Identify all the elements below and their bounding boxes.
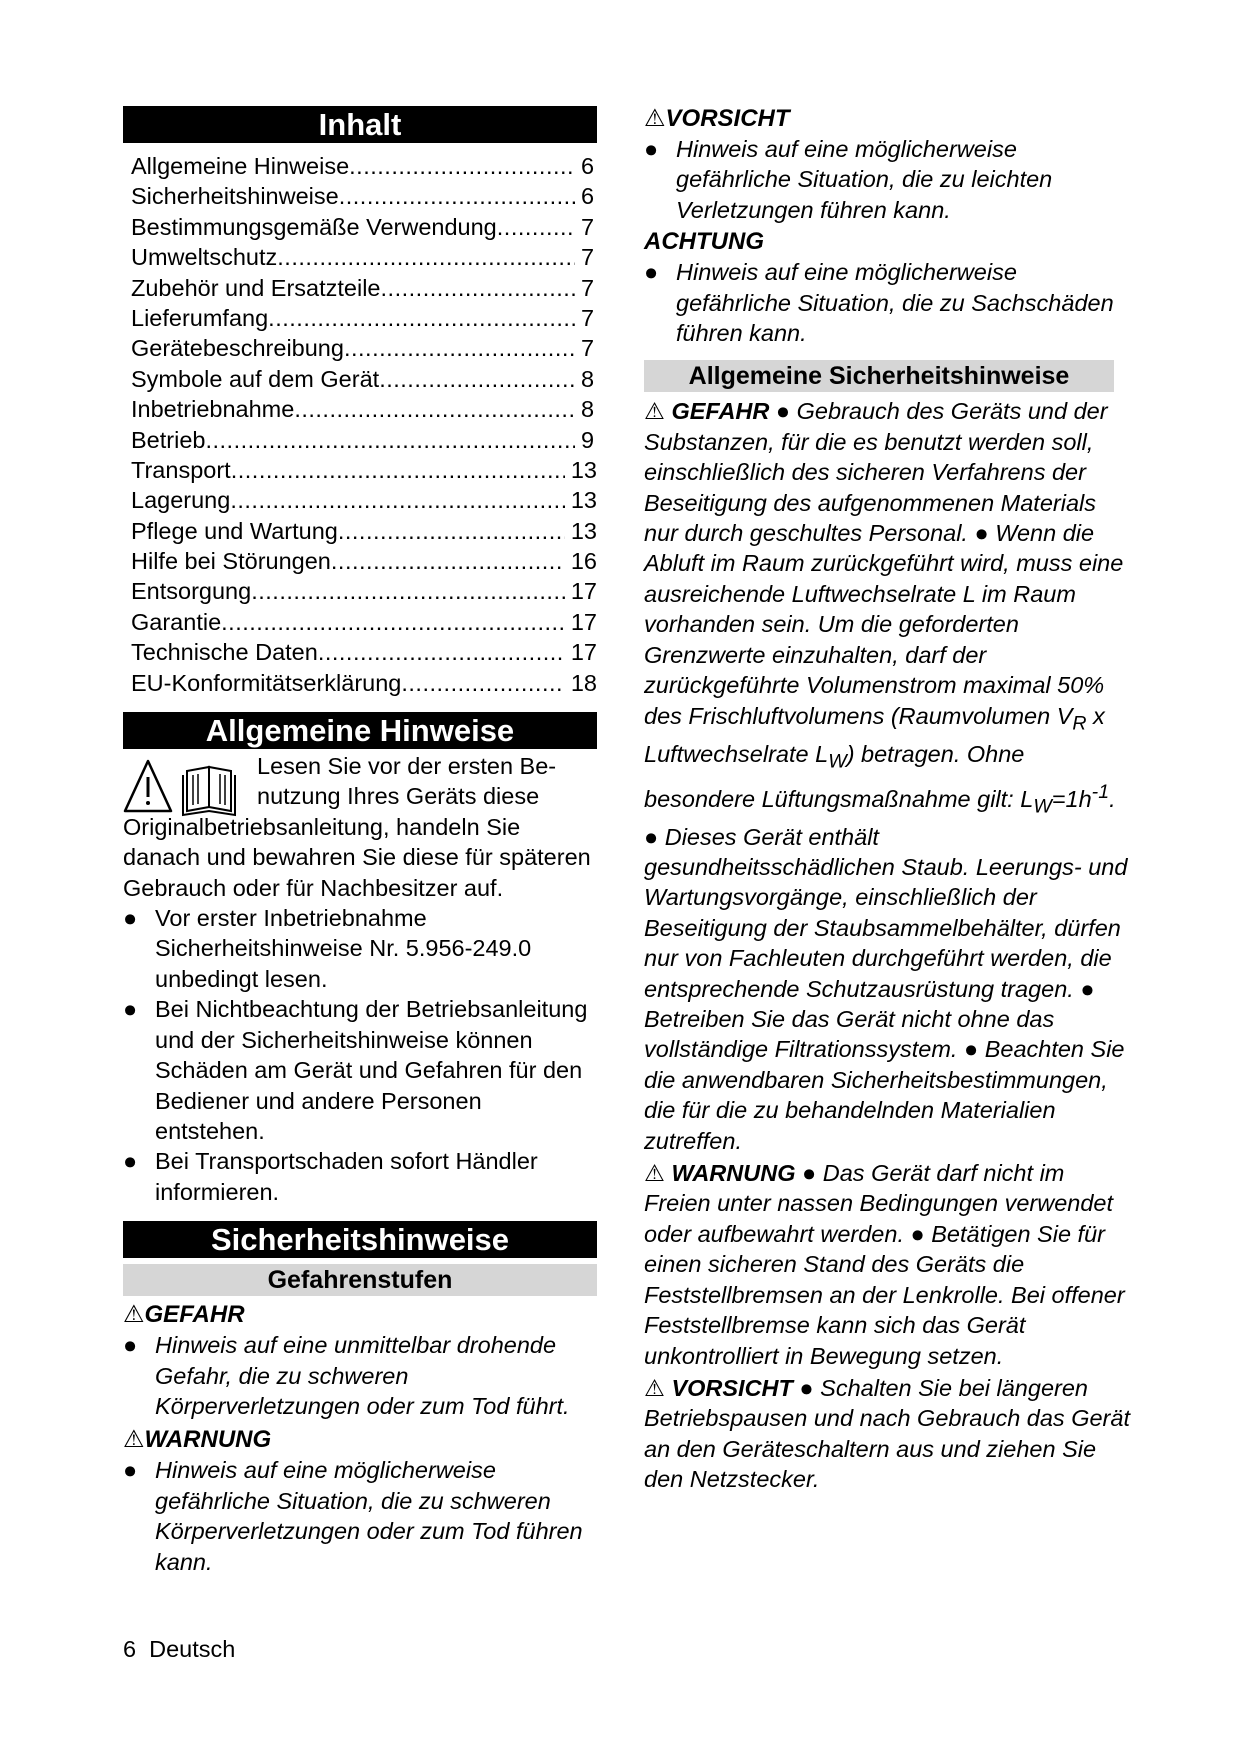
footer-language: Deutsch <box>149 1636 236 1662</box>
warning-text: ⚠ WARNUNG ● Das Gerät darf nicht im Freien unter nassen Bedingungen verwendet oder aufbewahrt werden. ● Betätigen Sie für einen sicheren Stand des Geräts die Feststellbremsen an der Lenkrolle. Bei offener Feststellbremse kann sich das Gerät unkontrolliert in Bewegung setzen. <box>644 1160 1125 1369</box>
hazard-level-label: ⚠GEFAHR <box>123 1301 245 1329</box>
toc-entry[interactable]: Garantie ..... 17 <box>131 607 597 637</box>
list-item: ● Bei Nichtbeachtung der Betriebsanleitung und der Sicherheitshinweise können Schäden am Gerät und Gefahren für den Bediener und andere Personen entstehen. <box>123 996 588 1144</box>
manual-book-icon <box>183 767 235 815</box>
warning-triangle-icon: ⚠ <box>123 1301 145 1329</box>
general-notes-heading: Allgemeine Hinweise <box>123 712 597 749</box>
list-item: ● Hinweis auf eine möglicherweise gefährliche Situation, die zu schweren Körperverletzungen oder zum Tod führen kann. <box>123 1457 583 1575</box>
list-item: ● Hinweis auf eine möglicherweise gefährliche Situation, die zu Sachschäden führen kann. <box>644 259 1114 347</box>
safety-heading: Sicherheitshinweise <box>123 1221 597 1258</box>
general-safety-heading: Allgemeine Sicherheitshinweise <box>644 360 1114 392</box>
list-item: ● Hinweis auf eine möglicherweise gefährliche Situation, die zu leichten Verletzungen führen kann. <box>644 136 1053 223</box>
warning-triangle-icon: ⚠ <box>644 1160 665 1187</box>
toc-entry[interactable]: Zubehör und Ersatzteile ..... 7 <box>131 273 597 303</box>
list-item: ● Bei Transportschaden sofort Händler informieren. <box>123 1148 538 1205</box>
right-column <box>644 104 1134 1495</box>
warning-and-manual-icon <box>123 757 251 817</box>
toc-entry[interactable]: EU-Konformitätserklärung ..... 18 <box>131 668 597 698</box>
list-item: ● Vor erster Inbetriebnahme Sicherheitshinweise Nr. 5.956-249.0 unbedingt lesen. <box>123 905 532 992</box>
warning-triangle-icon: ⚠ <box>644 105 666 132</box>
page-footer <box>123 1636 235 1663</box>
toc-entry[interactable]: Transport ..... 13 <box>131 455 597 485</box>
toc-entry[interactable]: Entsorgung ..... 17 <box>131 576 597 606</box>
warning-triangle-icon: ⚠ <box>644 1374 665 1401</box>
toc-entry[interactable]: Lieferumfang ..... 7 <box>131 303 597 333</box>
toc-heading: Inhalt <box>123 106 597 143</box>
toc-entry[interactable]: Symbole auf dem Gerät ..... 8 <box>131 364 597 394</box>
caution-text: ⚠ VORSICHT ● Schalten Sie bei längeren Betriebspausen und nach Gebrauch das Gerät an den Geräteschaltern aus und ziehen Sie den Netzstecker. <box>644 1374 1130 1493</box>
intro-paragraph: Lesen Sie vor der ersten Be- nutzung Ihres Geräts diese Originalbetriebsanleitung, handeln Sie danach und bewahren Sie diese für späteren Gebrauch oder für Nachbesitzer auf. <box>123 753 591 901</box>
hazard-levels-subheading: Gefahrenstufen <box>123 1264 597 1296</box>
warning-triangle-icon: ⚠ <box>123 1426 145 1454</box>
toc-entry[interactable]: Sicherheitshinweise ..... 6 <box>131 181 597 211</box>
warning-triangle-icon: ⚠ <box>644 398 665 425</box>
toc-entry[interactable]: Betrieb ..... 9 <box>131 425 597 455</box>
toc-entry[interactable]: Inbetriebnahme ..... 8 <box>131 394 597 424</box>
toc-entry[interactable]: Umweltschutz ..... 7 <box>131 242 597 272</box>
table-of-contents <box>131 151 597 698</box>
general-safety-text: ⚠ GEFAHR ● Gebrauch des Geräts und der Substanzen, für die es benutzt werden soll, einschließlich des sicheren Verfahrens der Beseitigung des aufgenommenen Materials nur durch geschultes Personal. ● Wenn die Abluft im Raum zurückgeführt wird, muss eine ausreichende Luftwechselrate L im Raum vorhanden sein. Um die geforderten Grenzwerte einzuhalten, darf der zurückgeführte Volumenstrom maximal 50% des Frischluftvolumens (Raumvolumen $V_R$ x Luftwechselrate $L_W$) betragen. Ohne besondere Lüftungsmaßnahme gilt: $L_W=1h^{-1}$. ● Dieses Gerät enthält gesundheitsschädlichen Staub. Leerungs- und Wartungsvorgänge, einschließlich der Beseitigung der Staubsammelbehälter, dürfen nur von Fachleuten durchgeführt werden, die entsprechende Schutzausrüstung tragen. ● Betreiben Sie das Gerät nicht ohne das vollständige Filtrationssystem. ● Beachten Sie die anwendbaren Sicherheitsbestimmungen, die für die zu behandelnden Materialien zutreffen. <box>644 398 1128 1154</box>
toc-entry[interactable]: Allgemeine Hinweise ..... 6 <box>131 151 597 181</box>
toc-entry[interactable]: Technische Daten ..... 17 <box>131 637 597 667</box>
page-number: 6 <box>123 1636 137 1662</box>
toc-entry[interactable]: Hilfe bei Störungen ..... 16 <box>131 546 597 576</box>
toc-entry[interactable]: Bestimmungsgemäße Verwendung ..... 7 <box>131 212 597 242</box>
hazard-level-label: ACHTUNG <box>644 228 764 256</box>
toc-entry[interactable]: Pflege und Wartung ..... 13 <box>131 516 597 546</box>
list-item: ● Hinweis auf eine unmittelbar drohende Gefahr, die zu schweren Körperverletzungen oder zum Tod führt. <box>123 1332 570 1419</box>
toc-entry[interactable]: Gerätebeschreibung ..... 7 <box>131 333 597 363</box>
hazard-level-label: ⚠WARNUNG <box>123 1426 272 1454</box>
toc-entry[interactable]: Lagerung ..... 13 <box>131 485 597 515</box>
warning-triangle-icon <box>125 761 171 811</box>
left-column <box>123 106 597 1577</box>
hazard-level-label: ⚠VORSICHT <box>644 105 790 132</box>
